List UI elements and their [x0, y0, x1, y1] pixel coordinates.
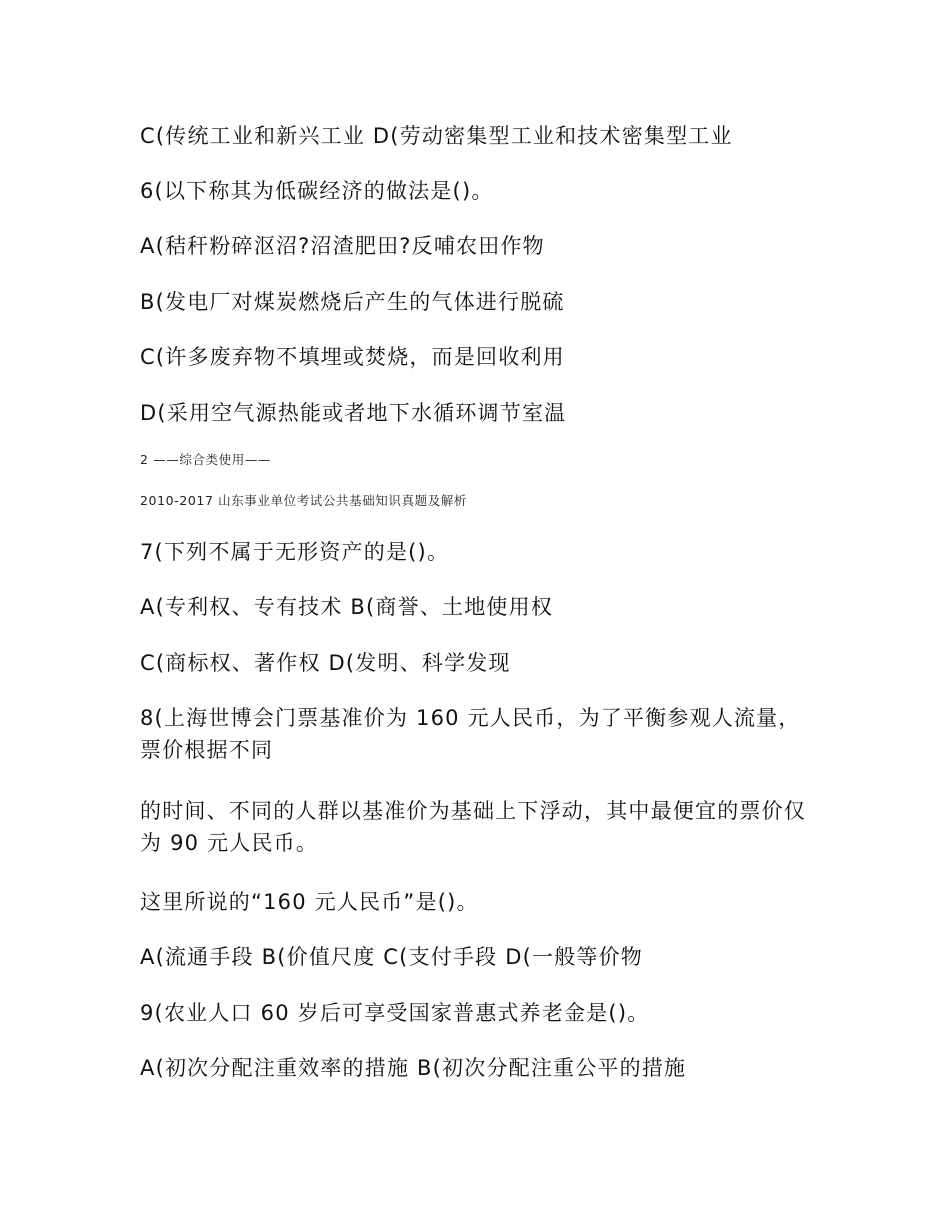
page-footer: 2 ——综合类使用——	[140, 452, 272, 467]
option-6d: D(采用空气源热能或者地下水循环调节室温	[140, 401, 567, 425]
option-7ab: A(专利权、专有技术 B(商誉、土地使用权	[140, 595, 554, 619]
option-6c: C(许多废弃物不填埋或焚烧，而是回收利用	[140, 345, 565, 369]
option-line-5cd: C(传统工业和新兴工业 D(劳动密集型工业和技术密集型工业	[140, 124, 733, 148]
question-8-part1: 8(上海世博会门票基准价为 160 元人民币，为了平衡参观人流量，票价根据不同	[140, 706, 801, 762]
question-9: 9(农业人口 60 岁后可享受国家普惠式养老金是()。	[140, 1001, 650, 1025]
option-8-all: A(流通手段 B(价值尺度 C(支付手段 D(一般等价物	[140, 945, 644, 969]
option-6b: B(发电厂对煤炭燃烧后产生的气体进行脱硫	[140, 290, 565, 314]
option-9ab: A(初次分配注重效率的措施 B(初次分配注重公平的措施	[140, 1056, 687, 1080]
page-header-title: 2010-2017 山东事业单位考试公共基础知识真题及解析	[140, 493, 468, 508]
option-7cd: C(商标权、著作权 D(发明、科学发现	[140, 651, 511, 675]
question-8-part3: 这里所说的“160 元人民币”是()。	[140, 890, 479, 914]
option-6a: A(秸秆粉碎沤沼?沼渣肥田?反哺农田作物	[140, 234, 545, 258]
question-8-part2: 的时间、不同的人群以基准价为基础上下浮动，其中最便宜的票价仅为 90 元人民币。	[140, 799, 806, 855]
question-7: 7(下列不属于无形资产的是()。	[140, 540, 450, 564]
question-6: 6(以下称其为低碳经济的做法是()。	[140, 179, 494, 203]
